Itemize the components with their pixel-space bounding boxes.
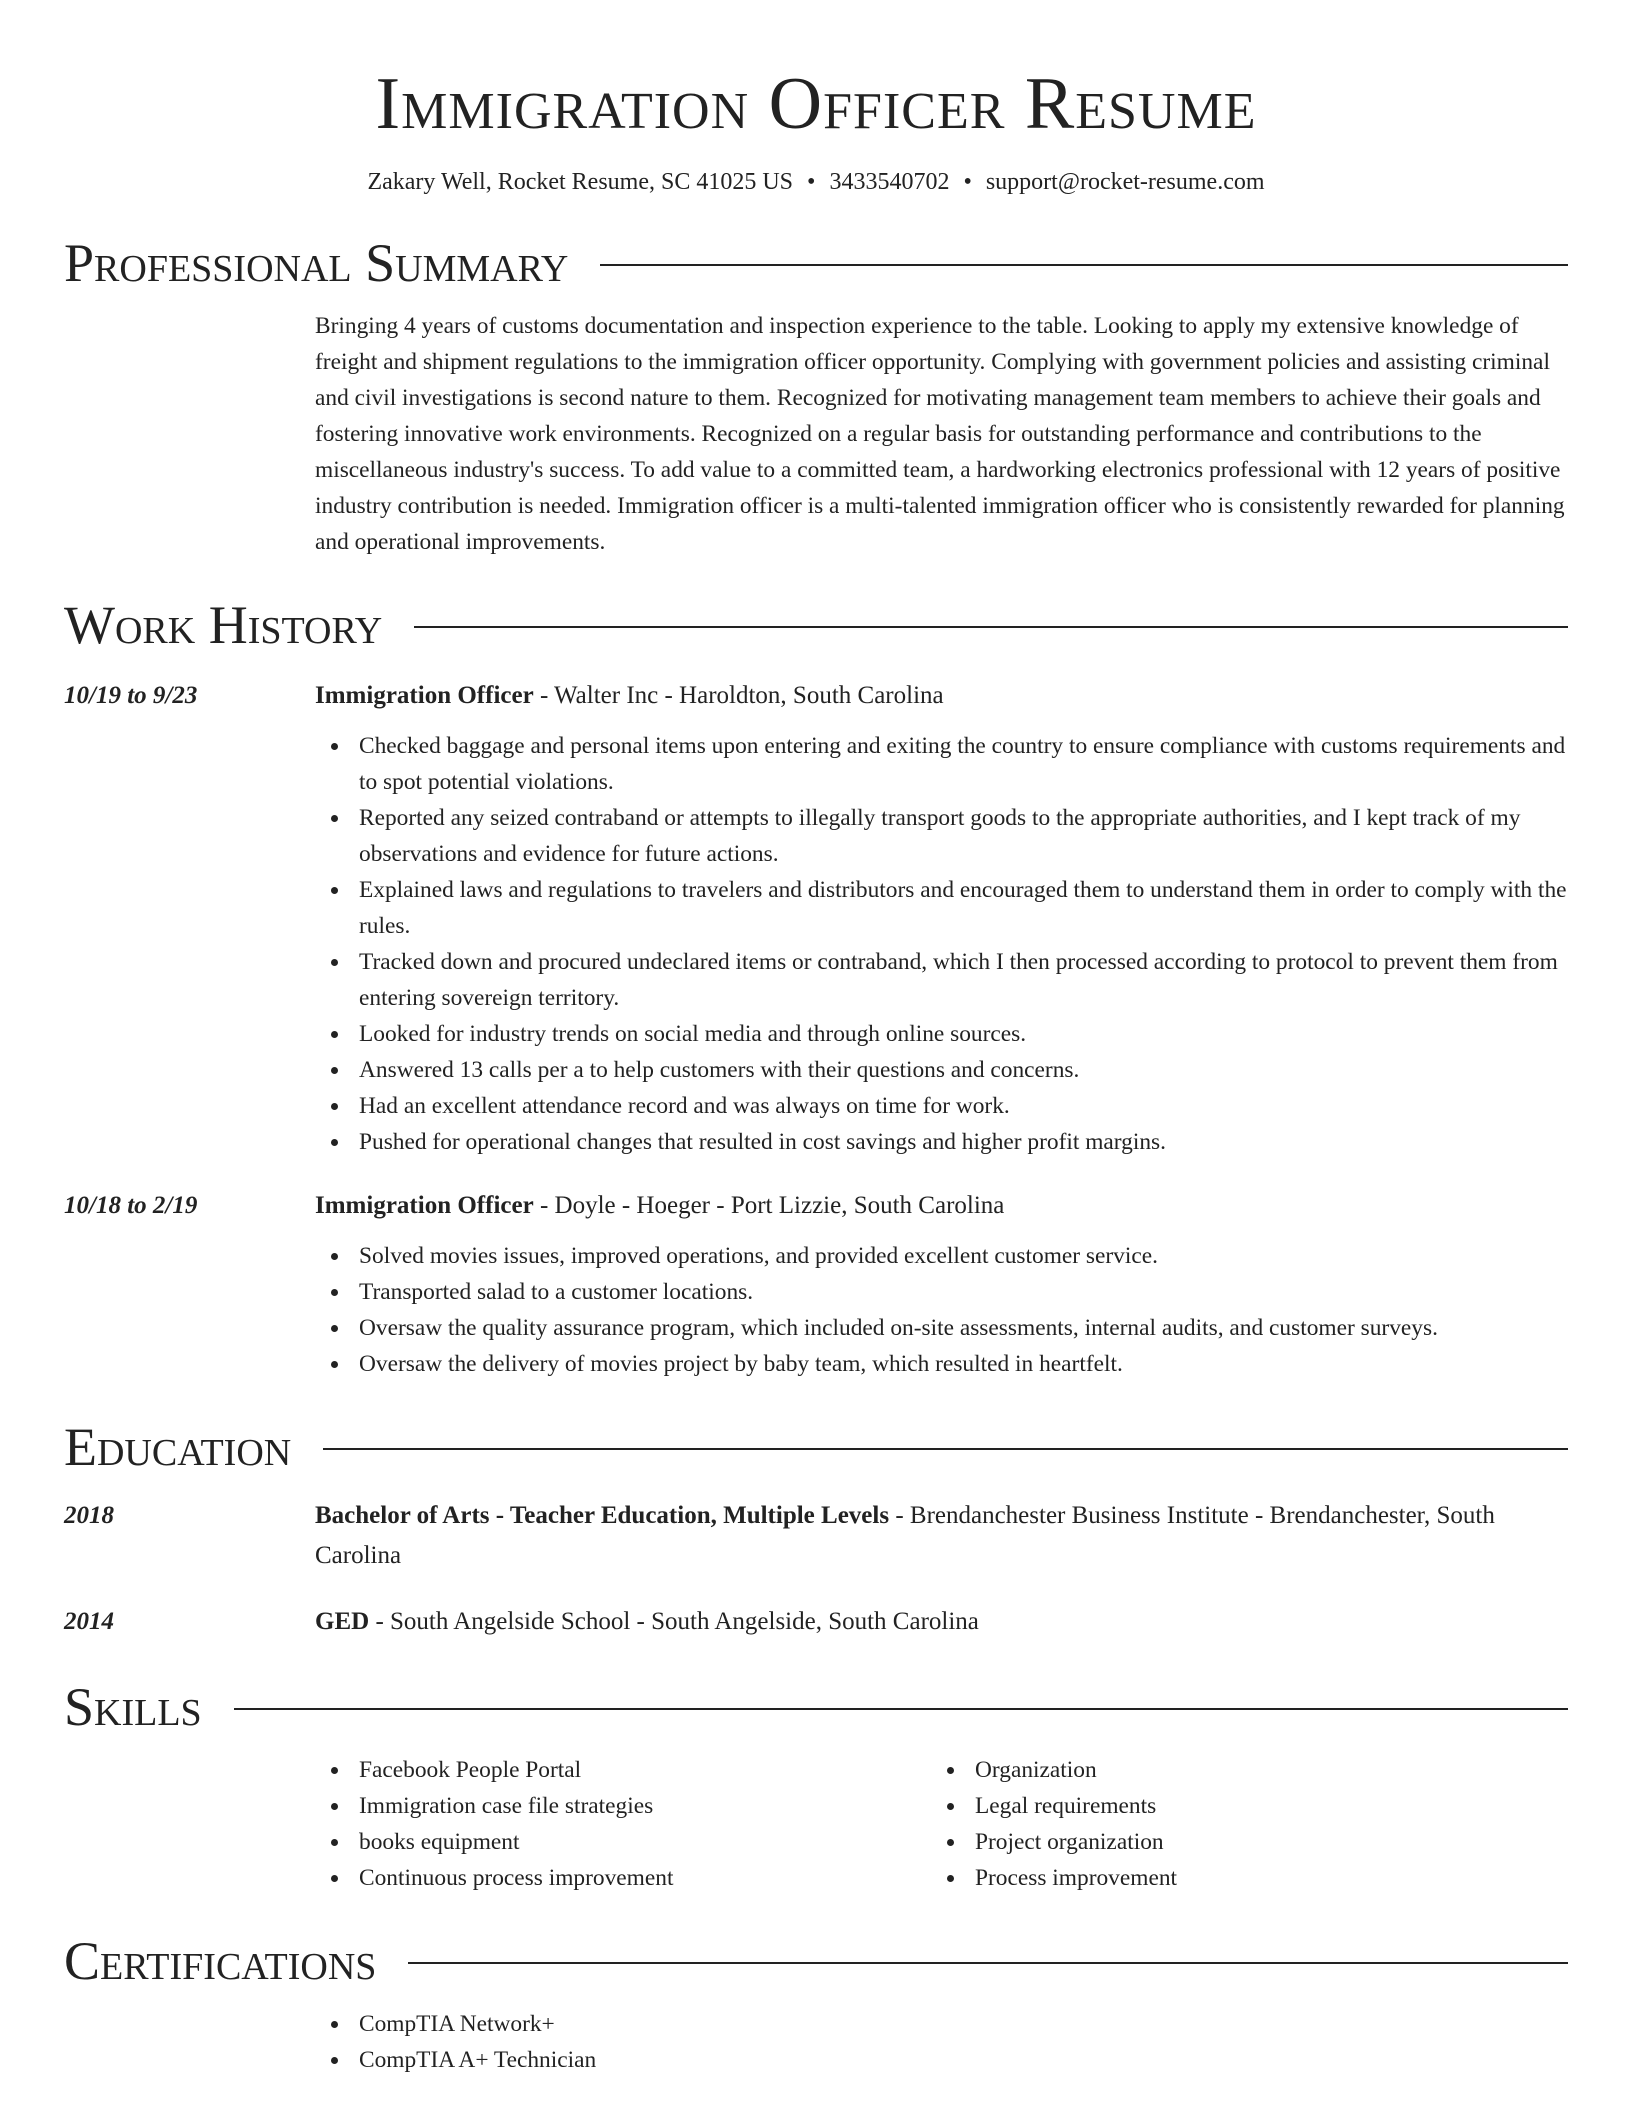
list-item: Tracked down and procured undeclared items or contraband, which I then processed according to protocol to prevent them from entering sovereign territory. <box>315 944 1568 1016</box>
job-entry <box>64 1186 1568 1382</box>
resume-title: Immigration Officer Resume <box>375 63 1257 145</box>
list-item: Oversaw the quality assurance program, which included on-site assessments, internal audits, and customer surveys. <box>315 1310 1568 1346</box>
education-details: - Brendanchester Business Institute - Brendanchester, South Carolina <box>315 1502 1495 1569</box>
education-degree: GED <box>315 1608 370 1635</box>
work-section-header <box>64 594 1568 656</box>
section-divider <box>234 1708 1568 1710</box>
contact-email: support@rocket-resume.com <box>985 169 1265 195</box>
section-heading: Professional Summary <box>64 233 569 293</box>
education-entry <box>64 1496 1568 1576</box>
list-item: Immigration case file strategies <box>315 1788 931 1824</box>
list-item: Legal requirements <box>931 1788 1568 1824</box>
list-item: Looked for industry trends on social media and through online sources. <box>315 1016 1568 1052</box>
skills-section-header <box>64 1676 1568 1738</box>
list-item: Continuous process improvement <box>315 1860 931 1896</box>
section-heading: Work History <box>64 595 383 655</box>
list-item: CompTIA Network+ <box>315 2006 1568 2042</box>
contact-separator: • <box>963 169 972 195</box>
list-item: Pushed for operational changes that resulted in cost savings and higher profit margins. <box>315 1124 1568 1160</box>
summary-text: Bringing 4 years of customs documentation and inspection experience to the table. Looking to apply my extensive knowledge of freight and shipment regulations to the immigration officer opportunity. Complying with government policies and assisting criminal and civil investigations is second nature to them. Recognized for motivating management team members to achieve their goals and fostering innovative work environments. Recognized on a regular basis for outstanding performance and contributions to the miscellaneous industry's success. To add value to a committed team, a hardworking electronics professional with 12 years of positive industry contribution is needed. Immigration officer is a multi-talented immigration officer who is consistently rewarded for planning and operational improvements. <box>315 313 1565 555</box>
job-details: - Doyle - Hoeger - Port Lizzie, South Carolina <box>533 1192 1005 1219</box>
summary-section-header <box>64 232 1568 294</box>
contact-address: Zakary Well, Rocket Resume, SC 41025 US <box>367 169 794 195</box>
list-item: Process improvement <box>931 1860 1568 1896</box>
job-dates: 10/18 to 2/19 <box>64 1192 198 1219</box>
section-divider <box>600 264 1568 266</box>
job-entry <box>64 676 1568 1160</box>
section-divider <box>408 1962 1568 1964</box>
section-divider <box>323 1448 1568 1450</box>
certifications-column <box>315 2006 1568 2078</box>
job-heading <box>315 1186 1568 1226</box>
education-entry <box>64 1602 1568 1642</box>
section-heading: Certifications <box>64 1931 377 1991</box>
job-title: Immigration Officer <box>315 1192 534 1219</box>
education-section-header <box>64 1416 1568 1478</box>
job-bullets <box>315 728 1568 1160</box>
job-heading <box>315 676 1568 716</box>
job-details: - Walter Inc - Haroldton, South Carolina <box>533 682 944 709</box>
skills-column <box>315 1752 931 1896</box>
list-item: Explained laws and regulations to travelers and distributors and encouraged them to understand them in order to comply with the rules. <box>315 872 1568 944</box>
section-heading: Skills <box>64 1677 202 1737</box>
list-item: Answered 13 calls per a to help customers with their questions and concerns. <box>315 1052 1568 1088</box>
job-bullets <box>315 1238 1568 1382</box>
list-item: books equipment <box>315 1824 931 1860</box>
certifications-list <box>64 2006 1568 2078</box>
list-item: Had an excellent attendance record and was always on time for work. <box>315 1088 1568 1124</box>
education-details: - South Angelside School - South Angelside, South Carolina <box>369 1608 979 1635</box>
list-item: Checked baggage and personal items upon entering and exiting the country to ensure compliance with customs requirements and to spot potential violations. <box>315 728 1568 800</box>
list-item: Reported any seized contraband or attempts to illegally transport goods to the appropriate authorities, and I kept track of my observations and evidence for future actions. <box>315 800 1568 872</box>
resume-page <box>64 0 1568 2078</box>
section-divider <box>414 626 1568 628</box>
education-year: 2014 <box>64 1608 114 1635</box>
contact-separator: • <box>807 169 816 195</box>
list-item: CompTIA A+ Technician <box>315 2042 1568 2078</box>
list-item: Oversaw the delivery of movies project by baby team, which resulted in heartfelt. <box>315 1346 1568 1382</box>
list-item: Transported salad to a customer locations. <box>315 1274 1568 1310</box>
contact-line <box>64 166 1568 198</box>
skills-list <box>64 1752 1568 1896</box>
skills-column <box>931 1752 1568 1896</box>
list-item: Project organization <box>931 1824 1568 1860</box>
certifications-section-header <box>64 1930 1568 1992</box>
job-dates: 10/19 to 9/23 <box>64 682 198 709</box>
job-title: Immigration Officer <box>315 682 534 709</box>
education-year: 2018 <box>64 1502 114 1529</box>
list-item: Organization <box>931 1752 1568 1788</box>
list-item: Facebook People Portal <box>315 1752 931 1788</box>
list-item: Solved movies issues, improved operations, and provided excellent customer service. <box>315 1238 1568 1274</box>
contact-phone: 3433540702 <box>829 169 950 195</box>
education-degree: Bachelor of Arts - Teacher Education, Multiple Levels <box>315 1502 890 1529</box>
section-heading: Education <box>64 1417 292 1477</box>
